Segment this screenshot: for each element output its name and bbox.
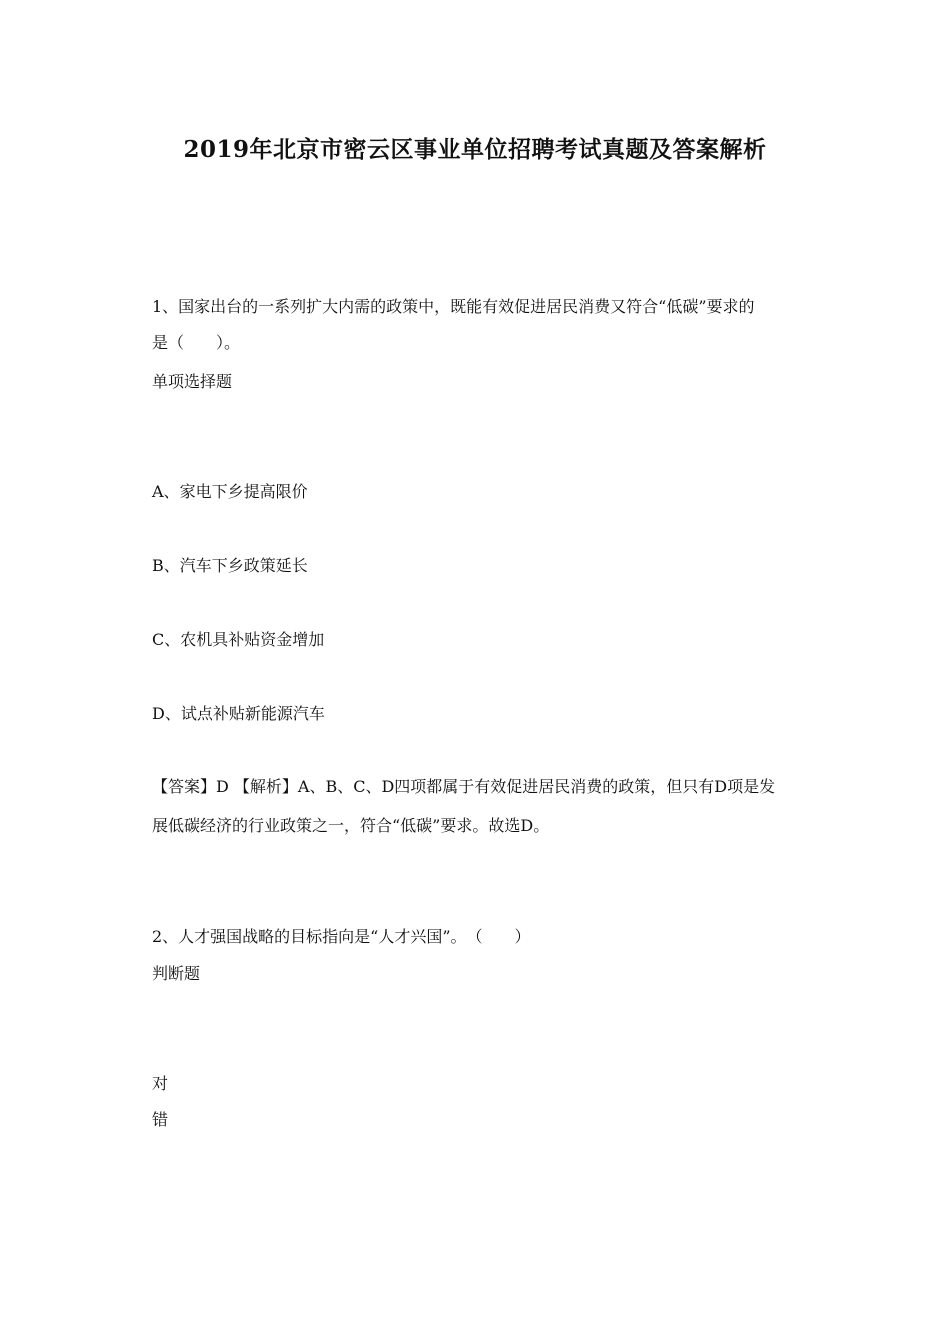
option-a-label: A、 — [152, 482, 180, 501]
option-c-text: 农机具补贴资金增加 — [180, 630, 325, 649]
answer-explanation-line-1: 【答案】D 【解析】A、B、C、D四项都属于有效促进居民消费的政策，但只有D项是发 — [152, 777, 776, 796]
question-2-stem: 2、人才强国战略的目标指向是“人才兴国”。 （ ） — [152, 927, 531, 946]
option-d-label: D、 — [152, 704, 181, 723]
page-title: 2019年北京市密云区事业单位招聘考试真题及答案解析 — [183, 136, 767, 163]
answer-explanation-line-2: 展低碳经济的行业政策之一，符合“低碳”要求。故选D。 — [152, 816, 550, 835]
question-1-stem-line-1: 1、国家出台的一系列扩大内需的政策中，既能有效促进居民消费又符合“低碳”要求的 — [152, 297, 755, 316]
question-1-stem-line-2: 是（ ）。 — [152, 333, 241, 352]
question-1-type: 单项选择题 — [152, 372, 233, 391]
option-b-label: B、 — [152, 556, 180, 575]
option-b[interactable] — [152, 555, 308, 577]
option-c-label: C、 — [152, 630, 181, 649]
option-false[interactable]: 错 — [152, 1110, 169, 1129]
option-b-text: 汽车下乡政策延长 — [179, 556, 308, 575]
question-2-type: 判断题 — [152, 964, 201, 983]
option-d[interactable] — [152, 703, 325, 725]
option-a[interactable] — [152, 481, 308, 503]
option-true[interactable]: 对 — [152, 1074, 169, 1093]
option-a-text: 家电下乡提高限价 — [179, 482, 308, 501]
option-d-text: 试点补贴新能源汽车 — [180, 704, 325, 723]
option-c[interactable] — [152, 629, 324, 651]
